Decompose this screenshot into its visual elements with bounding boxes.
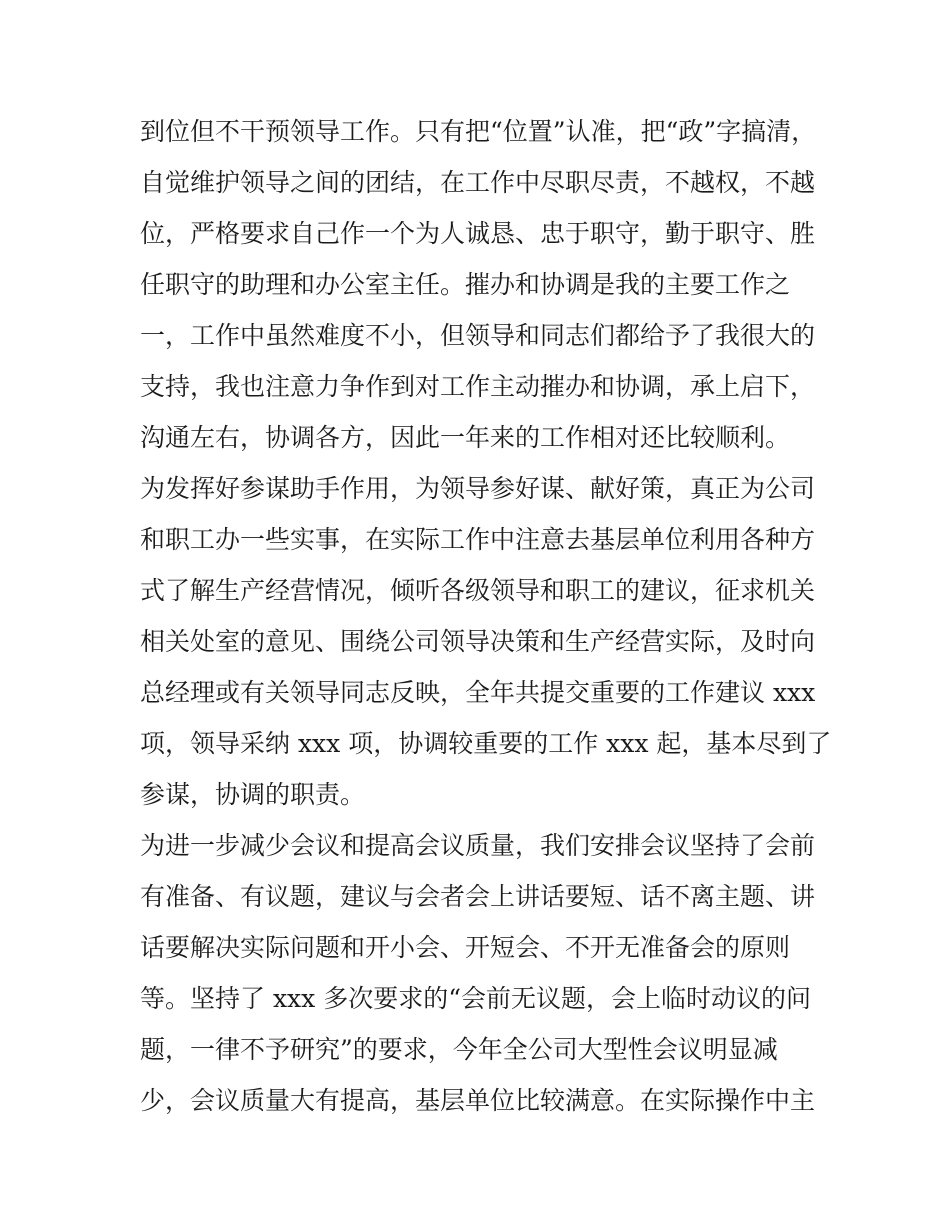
text-line: 总经理或有关领导同志反映，全年共提交重要的工作建议 xxx [140,678,816,707]
text-line: 任职守的助理和办公室主任。摧办和协调是我的主要工作之 [140,270,791,299]
text-line: 题，一律不予研究”的要求，今年全公司大型性会议明显减 [140,1035,778,1064]
text-line: 到位但不干预领导工作。只有把“位置”认准，把“政”字搞清， [140,117,817,146]
text-line: 等。坚持了 xxx 多次要求的“会前无议题，会上临时动议的问 [140,984,811,1013]
text-line: 话要解决实际问题和开小会、开短会、不开无准备会的原则 [140,933,791,962]
text-line: 参谋，协调的职责。 [140,780,366,809]
text-line: 式了解生产经营情况，倾听各级领导和职工的建议，征求机关 [140,576,816,605]
text-line: 为发挥好参谋助手作用，为领导参好谋、献好策，真正为公司 [140,474,816,503]
text-line: 少，会议质量大有提高，基层单位比较满意。在实际操作中主 [140,1086,816,1115]
text-line: 为进一步减少会议和提高会议质量，我们安排会议坚持了会前 [140,831,816,860]
text-line: 沟通左右，协调各方，因此一年来的工作相对还比较顺利。 [140,423,791,452]
text-line: 相关处室的意见、围绕公司领导决策和生产经营实际，及时向 [140,627,816,656]
text-line: 支持，我也注意力争作到对工作主动摧办和协调，承上启下， [140,372,816,401]
text-line: 和职工办一些实事，在实际工作中注意去基层单位利用各种方 [140,525,816,554]
body-text [140,106,840,1126]
text-line: 有准备、有议题，建议与会者会上讲话要短、话不离主题、讲 [140,882,816,911]
text-line: 位，严格要求自己作一个为人诚恳、忠于职守，勤于职守、胜 [140,219,816,248]
text-line: 一，工作中虽然难度不小，但领导和同志们都给予了我很大的 [140,321,816,350]
text-line: 项，领导采纳 xxx 项，协调较重要的工作 xxx 起，基本尽到了 [140,729,832,758]
text-line: 自觉维护领导之间的团结，在工作中尽职尽责，不越权，不越 [140,168,816,197]
